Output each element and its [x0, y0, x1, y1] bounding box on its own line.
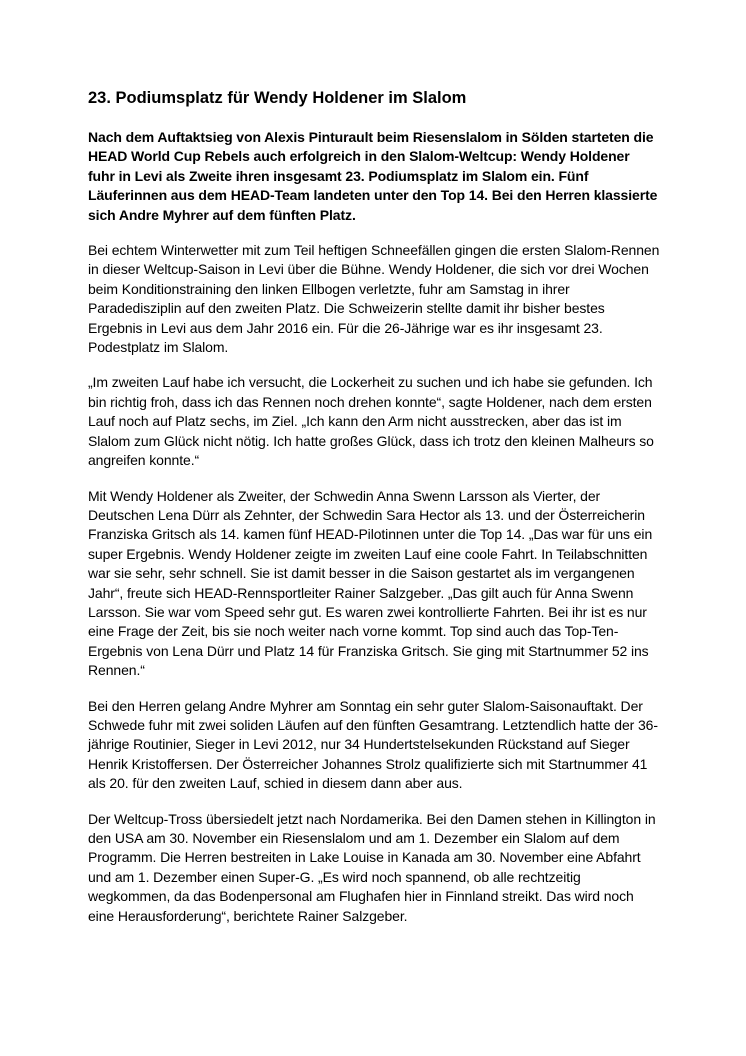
article-paragraph: Mit Wendy Holdener als Zweiter, der Schwedin Anna Swenn Larsson als Vierter, der Deutschen Lena Dürr als Zehnter, der Schwedin Sara Hector als 13. und der Österreicherin Franziska Gritsch als 14. kamen fünf HEAD-Pilotinnen unter die Top 14. „Das war für uns ein super Ergebnis. Wendy Holdener zeigte im zweiten Lauf eine coole Fahrt. In Teilabschnitten war sie sehr, sehr schnell. Sie ist damit besser in die Saison gestartet als im vergangenen Jahr“, freute sich HEAD-Rennsportleiter Rainer Salzgeber. „Das gilt auch für Anna Swenn Larsson. Sie war vom Speed sehr gut. Es waren zwei kontrollierte Fahrten. Bei ihr ist es nur eine Frage der Zeit, bis sie noch weiter nach vorne kommt. Top sind auch das Top-Ten-Ergebnis von Lena Dürr und Platz 14 für Franziska Gritsch. Sie ging mit Startnummer 52 ins Rennen.“ [88, 487, 653, 679]
article-lead: Nach dem Auftaktsieg von Alexis Pinturault beim Riesenslalom in Sölden starteten die HEAD World Cup Rebels auch erfolgreich in den Slalom-Weltcup: Wendy Holdener fuhr in Levi als Zweite ihren insgesamt 23. Podiumsplatz im Slalom ein. Fünf Läuferinnen aus dem HEAD-Team landeten unter den Top 14. Bei den Herren klassierte sich Andre Myhrer auf dem fünften Platz. [88, 129, 658, 223]
document-page [88, 88, 660, 942]
article-title: 23. Podiumsplatz für Wendy Holdener im Slalom [88, 89, 467, 107]
article-paragraph: Bei echtem Winterwetter mit zum Teil heftigen Schneefällen gingen die ersten Slalom-Rennen in dieser Weltcup-Saison in Levi über die Bühne. Wendy Holdener, die sich vor drei Wochen beim Konditionstraining den linken Ellbogen verletzte, fuhr am Samstag in ihrer Paradedisziplin auf den zweiten Platz. Die Schweizerin stellte damit ihr bisher bestes Ergebnis in Levi aus dem Jahr 2016 ein. Für die 26-Jährige war es ihr insgesamt 23. Podestplatz im Slalom. [88, 242, 660, 356]
article-paragraph: Bei den Herren gelang Andre Myhrer am Sonntag ein sehr guter Slalom-Saisonauftakt. Der Schwede fuhr mit zwei soliden Läufen auf den fünften Gesamtrang. Letztendlich hatte der 36-jährige Routinier, Sieger in Levi 2012, nur 34 Hundertstelsekunden Rückstand auf Sieger Henrik Kristoffersen. Der Österreicher Johannes Strolz qualifizierte sich mit Startnummer 41 als 20. für den zweiten Lauf, schied in diesem dann aber aus. [88, 697, 658, 792]
article-paragraph: „Im zweiten Lauf habe ich versucht, die Lockerheit zu suchen und ich habe sie gefunden. Ich bin richtig froh, dass ich das Rennen noch drehen konnte“, sagte Holdener, nach dem ersten Lauf noch auf Platz sechs, im Ziel. „Ich kann den Arm nicht ausstrecken, aber das ist im Slalom zum Glück nicht nötig. Ich hatte großes Glück, dass ich trotz den kleinen Malheurs so angreifen konnte.“ [88, 374, 654, 469]
article-paragraph: Der Weltcup-Tross übersiedelt jetzt nach Nordamerika. Bei den Damen stehen in Killington in den USA am 30. November ein Riesenslalom und am 1. Dezember ein Slalom auf dem Programm. Die Herren bestreiten in Lake Louise in Kanada am 30. November eine Abfahrt und am 1. Dezember einen Super-G. „Es wird noch spannend, ob alle rechtzeitig wegkommen, da das Bodenpersonal am Flughafen hier in Finnland streikt. Das wird noch eine Herausforderung“, berichtete Rainer Salzgeber. [88, 810, 656, 924]
